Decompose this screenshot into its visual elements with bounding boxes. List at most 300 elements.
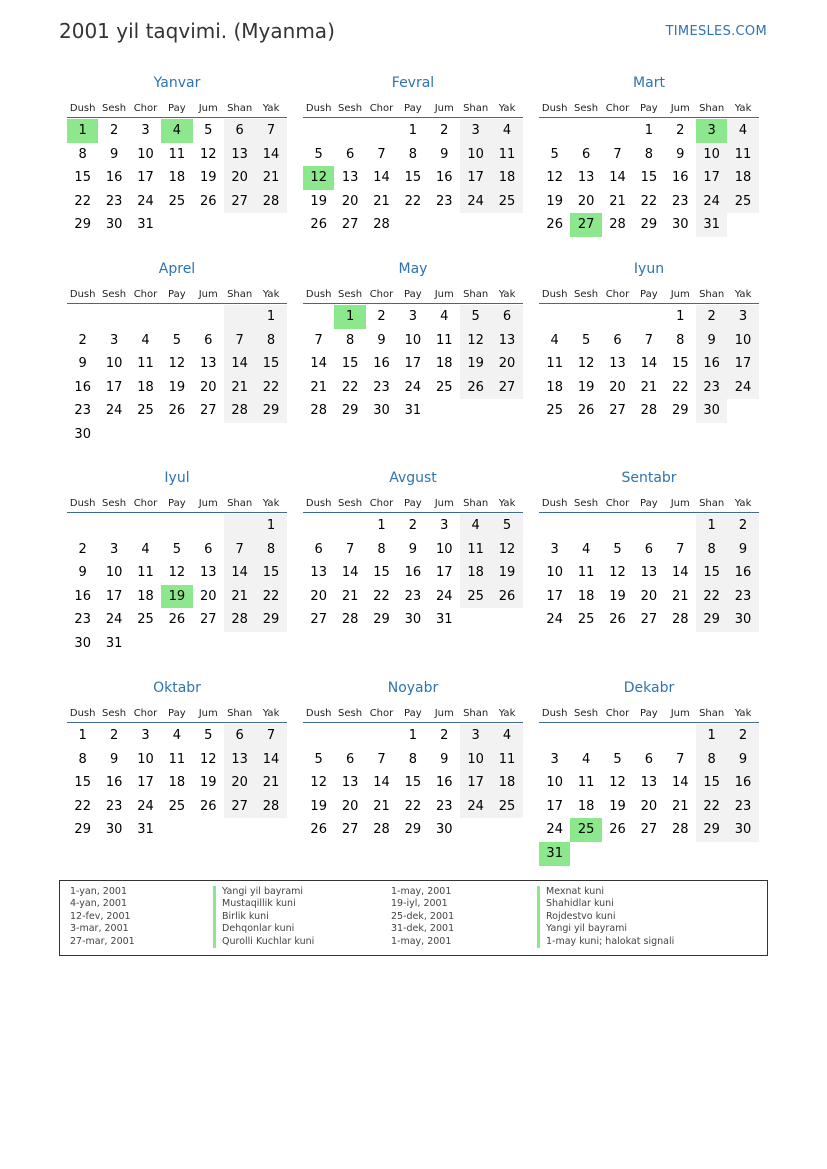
day-cell: 8 — [255, 329, 286, 353]
days-grid — [303, 119, 523, 237]
weekday-label: Jum — [670, 497, 690, 509]
legend-dates-right — [391, 886, 454, 948]
day-cell: 11 — [577, 565, 595, 581]
empty-day-cell — [161, 514, 192, 538]
legend-holiday-name: 1-may kuni; halokat signali — [537, 936, 674, 948]
day-cell: 9 — [109, 751, 119, 767]
day-cell: 31 — [105, 635, 123, 651]
day-cell: 4 — [141, 541, 150, 557]
weekday-label: Pay — [640, 102, 658, 114]
weekday-header — [303, 495, 523, 513]
day-cell: 19 — [310, 798, 327, 814]
month-name: Yanvar — [153, 75, 201, 91]
day-cell: 23 — [435, 798, 453, 814]
day-cell: 28 — [640, 403, 658, 419]
days-grid — [67, 514, 287, 656]
day-cell: 8 — [377, 541, 386, 557]
day-cell: 23 — [671, 193, 689, 209]
day-cell: 10 — [137, 751, 154, 767]
day-cell: 11 — [727, 143, 758, 167]
day-cell: 14 — [373, 170, 390, 186]
day-cell: 7 — [314, 332, 323, 348]
empty-day-cell — [67, 514, 98, 538]
weekday-label: Chor — [133, 102, 158, 114]
day-cell: 23 — [404, 588, 422, 604]
day-cell: 16 — [435, 775, 453, 791]
day-cell: 3 — [550, 751, 559, 767]
day-cell: 14 — [609, 170, 626, 186]
page-title: 2001 yil taqvimi. (Myanma) — [59, 19, 335, 43]
day-cell: 30 — [105, 217, 123, 233]
month-name: Avgust — [389, 470, 437, 486]
weekday-label: Pay — [168, 102, 186, 114]
day-cell: 15 — [404, 775, 422, 791]
weekday-label: Sesh — [102, 102, 127, 114]
weekday-label: Pay — [168, 497, 186, 509]
day-cell: 13 — [199, 565, 217, 581]
day-cell: 5 — [550, 146, 559, 162]
day-cell: 19 — [168, 379, 186, 395]
day-cell: 3 — [727, 305, 758, 329]
day-cell: 24 — [404, 379, 422, 395]
day-cell: 16 — [105, 170, 123, 186]
day-cell: 5 — [613, 541, 622, 557]
empty-day-cell — [67, 305, 98, 329]
empty-day-cell — [633, 305, 664, 329]
day-cell: 12 — [168, 565, 186, 581]
day-cell: 28 — [671, 822, 689, 838]
day-cell: 28 — [671, 612, 689, 628]
day-cell: 22 — [255, 376, 286, 400]
day-cell: 17 — [105, 379, 123, 395]
day-cell: 14 — [341, 565, 359, 581]
empty-day-cell — [633, 724, 664, 748]
day-cell: 3 — [141, 123, 150, 138]
day-cell: 7 — [224, 329, 255, 353]
day-cell: 28 — [255, 190, 286, 214]
empty-day-cell — [570, 514, 601, 538]
weekday-label: Dush — [305, 497, 332, 509]
holiday-legend — [59, 880, 768, 956]
weekday-label: Yak — [262, 707, 280, 719]
day-cell: 16 — [671, 170, 689, 186]
day-cell: 9 — [109, 146, 119, 162]
day-cell: 1 — [408, 123, 417, 138]
day-cell: 21 — [373, 193, 390, 209]
day-cell: 2 — [109, 728, 119, 743]
weekday-label: Pay — [404, 288, 422, 300]
day-cell: 26 — [460, 376, 491, 400]
day-cell: 20 — [341, 193, 359, 209]
empty-day-cell — [366, 119, 397, 143]
weekday-label: Yak — [734, 288, 752, 300]
day-cell: 6 — [644, 541, 653, 557]
day-cell: 7 — [255, 724, 286, 748]
weekday-label: Shan — [463, 707, 489, 719]
day-cell: 29 — [404, 822, 422, 838]
day-cell: 20 — [341, 798, 359, 814]
legend-names-left — [213, 886, 314, 948]
day-cell: 13 — [640, 775, 658, 791]
day-cell: 20 — [199, 379, 217, 395]
day-cell: 8 — [676, 332, 685, 348]
day-cell: 2 — [377, 309, 386, 324]
day-cell: 26 — [199, 193, 217, 209]
day-cell: 3 — [141, 728, 150, 743]
day-cell: 25 — [546, 403, 563, 419]
day-cell: 17 — [546, 588, 563, 604]
day-cell: 5 — [613, 751, 622, 767]
day-cell: 13 — [341, 775, 359, 791]
legend-holiday-name: Shahidlar kuni — [537, 898, 674, 910]
weekday-label: Shan — [227, 288, 253, 300]
day-cell: 16 — [404, 565, 422, 581]
day-cell: 17 — [137, 170, 154, 186]
day-cell: 7 — [224, 538, 255, 562]
weekday-label: Jum — [198, 707, 218, 719]
day-cell: 29 — [373, 612, 390, 628]
day-cell: 28 — [373, 822, 390, 838]
weekday-label: Sesh — [574, 102, 599, 114]
day-cell: 26 — [491, 585, 522, 609]
day-cell: 25 — [491, 795, 522, 819]
day-cell: 1 — [676, 309, 685, 324]
day-cell: 9 — [408, 541, 417, 557]
weekday-label: Shan — [227, 102, 253, 114]
empty-day-cell — [539, 119, 570, 143]
day-cell: 1 — [644, 123, 653, 138]
day-cell: 17 — [727, 352, 758, 376]
day-cell: 10 — [546, 565, 563, 581]
day-cell: 27 — [199, 403, 217, 419]
day-cell: 4 — [727, 119, 758, 143]
day-cell: 31 — [137, 217, 154, 233]
site-logo-link[interactable]: TIMESLES.COM — [665, 24, 767, 39]
day-cell: 7 — [377, 751, 386, 767]
day-cell: 11 — [546, 356, 563, 372]
legend-date: 27-mar, 2001 — [70, 935, 135, 947]
month-avgust — [303, 469, 523, 632]
day-cell: 5 — [581, 332, 591, 348]
day-cell: 19 — [609, 798, 626, 814]
day-cell: 21 — [224, 585, 255, 609]
weekday-label: Dush — [69, 707, 96, 719]
day-cell: 6 — [204, 332, 213, 348]
empty-day-cell — [366, 724, 397, 748]
empty-day-cell — [633, 514, 664, 538]
day-cell: 25 — [137, 612, 154, 628]
day-cell: 7 — [644, 332, 653, 348]
month-name: May — [398, 261, 428, 277]
day-cell: 31 — [137, 822, 154, 838]
empty-day-cell — [303, 305, 334, 329]
day-cell: 1 — [78, 728, 87, 743]
day-cell: 11 — [491, 143, 522, 167]
day-cell: 30 — [105, 822, 123, 838]
day-cell: 24 — [546, 612, 563, 628]
weekday-label: Pay — [168, 707, 186, 719]
day-cell: 22 — [74, 798, 91, 814]
day-cell: 10 — [460, 143, 491, 167]
weekday-label: Sesh — [574, 288, 599, 300]
legend-holiday-name: Rojdestvo kuni — [537, 911, 674, 923]
day-cell: 2 — [408, 518, 417, 533]
day-cell: 4 — [581, 751, 591, 767]
weekday-header — [67, 705, 287, 723]
day-cell: 23 — [435, 193, 453, 209]
day-cell: 19 — [199, 170, 217, 186]
day-cell: 8 — [408, 146, 417, 162]
day-cell: 26 — [168, 612, 186, 628]
month-iyun — [539, 260, 759, 423]
day-cell: 29 — [255, 608, 286, 632]
weekday-label: Yak — [262, 102, 280, 114]
day-cell: 5 — [204, 123, 213, 138]
day-cell: 1 — [408, 728, 417, 743]
weekday-label: Dush — [69, 497, 96, 509]
day-cell: 10 — [460, 748, 491, 772]
day-cell: 4 — [550, 332, 559, 348]
day-cell: 5 — [314, 146, 323, 162]
day-cell: 6 — [345, 751, 355, 767]
holiday-day-cell: 1 — [67, 119, 98, 143]
legend-date: 25-dek, 2001 — [391, 910, 455, 922]
day-cell: 22 — [373, 588, 390, 604]
empty-day-cell — [539, 724, 570, 748]
day-cell: 11 — [168, 751, 186, 767]
legend-holiday-name: Mexnat kuni — [537, 886, 674, 898]
day-cell: 16 — [727, 561, 758, 585]
day-cell: 24 — [696, 190, 727, 214]
day-cell: 29 — [696, 608, 727, 632]
day-cell: 23 — [727, 585, 758, 609]
day-cell: 24 — [137, 193, 154, 209]
day-cell: 21 — [609, 193, 626, 209]
day-cell: 7 — [377, 146, 386, 162]
days-grid — [539, 724, 759, 866]
day-cell: 8 — [408, 751, 417, 767]
days-grid — [539, 514, 759, 632]
day-cell: 26 — [577, 403, 595, 419]
empty-day-cell — [98, 514, 129, 538]
day-cell: 19 — [199, 775, 217, 791]
weekday-label: Yak — [498, 707, 516, 719]
empty-day-cell — [130, 514, 161, 538]
day-cell: 12 — [168, 356, 186, 372]
day-cell: 30 — [671, 217, 689, 233]
empty-day-cell — [224, 305, 255, 329]
day-cell: 13 — [491, 329, 522, 353]
day-cell: 6 — [204, 541, 213, 557]
month-dekabr — [539, 679, 759, 866]
day-cell: 20 — [224, 166, 255, 190]
day-cell: 1 — [377, 518, 386, 533]
day-cell: 21 — [255, 166, 286, 190]
weekday-label: Pay — [640, 288, 658, 300]
empty-day-cell — [602, 724, 633, 748]
legend-holiday-name: Birlik kuni — [213, 911, 314, 923]
day-cell: 11 — [491, 748, 522, 772]
day-cell: 11 — [168, 146, 186, 162]
day-cell: 27 — [224, 795, 255, 819]
day-cell: 25 — [168, 193, 186, 209]
day-cell: 29 — [671, 403, 689, 419]
weekday-header — [539, 495, 759, 513]
day-cell: 27 — [640, 822, 658, 838]
day-cell: 18 — [491, 166, 522, 190]
day-cell: 8 — [696, 748, 727, 772]
days-grid — [303, 724, 523, 842]
day-cell: 23 — [727, 795, 758, 819]
holiday-day-cell: 25 — [570, 818, 601, 842]
empty-day-cell — [161, 305, 192, 329]
holiday-day-cell: 4 — [161, 119, 192, 143]
empty-day-cell — [303, 514, 334, 538]
days-grid — [539, 305, 759, 423]
day-cell: 17 — [696, 166, 727, 190]
day-cell: 22 — [404, 193, 422, 209]
day-cell: 11 — [137, 356, 154, 372]
day-cell: 18 — [435, 356, 453, 372]
days-grid — [67, 305, 287, 447]
day-cell: 1 — [696, 514, 727, 538]
day-cell: 26 — [199, 798, 217, 814]
day-cell: 10 — [546, 775, 563, 791]
weekday-label: Chor — [605, 707, 630, 719]
weekday-header — [539, 100, 759, 118]
day-cell: 19 — [491, 561, 522, 585]
day-cell: 15 — [74, 170, 91, 186]
weekday-label: Dush — [541, 102, 568, 114]
day-cell: 20 — [640, 798, 658, 814]
month-noyabr — [303, 679, 523, 842]
weekday-label: Jum — [198, 497, 218, 509]
weekday-header — [303, 705, 523, 723]
weekday-header — [67, 100, 287, 118]
day-cell: 26 — [168, 403, 186, 419]
day-cell: 11 — [577, 775, 595, 791]
day-cell: 25 — [491, 190, 522, 214]
weekday-label: Jum — [434, 288, 454, 300]
weekday-label: Shan — [699, 288, 725, 300]
day-cell: 18 — [577, 798, 595, 814]
day-cell: 7 — [345, 541, 355, 557]
legend-date: 1-may, 2001 — [391, 886, 452, 897]
legend-date: 31-dek, 2001 — [391, 923, 455, 935]
day-cell: 28 — [609, 217, 626, 233]
weekday-label: Sesh — [102, 288, 127, 300]
day-cell: 24 — [460, 795, 491, 819]
day-cell: 8 — [696, 538, 727, 562]
day-cell: 21 — [224, 376, 255, 400]
month-fevral — [303, 74, 523, 237]
days-grid — [67, 724, 287, 842]
day-cell: 7 — [255, 119, 286, 143]
day-cell: 17 — [460, 166, 491, 190]
weekday-label: Jum — [434, 102, 454, 114]
month-name: Fevral — [391, 75, 435, 91]
month-name: Dekabr — [623, 680, 675, 696]
day-cell: 15 — [404, 170, 422, 186]
legend-holiday-name: Dehqonlar kuni — [213, 923, 314, 935]
legend-holiday-name: Mustaqillik kuni — [213, 898, 314, 910]
weekday-label: Chor — [369, 707, 394, 719]
day-cell: 28 — [310, 403, 327, 419]
day-cell: 19 — [577, 379, 595, 395]
day-cell: 5 — [460, 305, 491, 329]
day-cell: 9 — [727, 538, 758, 562]
day-cell: 2 — [440, 728, 449, 743]
weekday-label: Pay — [640, 497, 658, 509]
day-cell: 3 — [550, 541, 559, 557]
month-name: Aprel — [158, 261, 196, 277]
weekday-label: Chor — [605, 497, 630, 509]
day-cell: 30 — [727, 818, 758, 842]
day-cell: 12 — [609, 565, 626, 581]
weekday-label: Jum — [434, 707, 454, 719]
weekday-label: Jum — [670, 102, 690, 114]
empty-day-cell — [224, 514, 255, 538]
day-cell: 9 — [440, 751, 449, 767]
day-cell: 14 — [255, 143, 286, 167]
empty-day-cell — [602, 305, 633, 329]
day-cell: 18 — [546, 379, 563, 395]
weekday-label: Chor — [605, 102, 630, 114]
day-cell: 14 — [373, 775, 390, 791]
weekday-label: Pay — [404, 497, 422, 509]
day-cell: 2 — [727, 724, 758, 748]
day-cell: 13 — [224, 748, 255, 772]
empty-day-cell — [334, 724, 365, 748]
day-cell: 7 — [676, 541, 685, 557]
day-cell: 26 — [310, 217, 327, 233]
empty-day-cell — [334, 119, 365, 143]
empty-day-cell — [570, 724, 601, 748]
day-cell: 25 — [168, 798, 186, 814]
legend-date: 1-may, 2001 — [391, 935, 452, 947]
day-cell: 28 — [224, 399, 255, 423]
day-cell: 10 — [696, 143, 727, 167]
day-cell: 20 — [577, 193, 595, 209]
day-cell: 18 — [491, 771, 522, 795]
day-cell: 10 — [137, 146, 154, 162]
day-cell: 8 — [345, 332, 355, 348]
day-cell: 12 — [577, 356, 595, 372]
day-cell: 16 — [727, 771, 758, 795]
day-cell: 8 — [644, 146, 653, 162]
day-cell: 3 — [460, 119, 491, 143]
legend-date: 3-mar, 2001 — [70, 923, 129, 935]
day-cell: 29 — [255, 399, 286, 423]
day-cell: 6 — [224, 724, 255, 748]
weekday-label: Pay — [640, 707, 658, 719]
day-cell: 4 — [581, 541, 591, 557]
day-cell: 4 — [141, 332, 150, 348]
day-cell: 8 — [78, 146, 87, 162]
day-cell: 23 — [373, 379, 390, 395]
weekday-label: Yak — [498, 497, 516, 509]
weekday-label: Sesh — [102, 707, 127, 719]
day-cell: 13 — [224, 143, 255, 167]
weekday-label: Shan — [227, 707, 253, 719]
day-cell: 31 — [404, 403, 422, 419]
days-grid — [539, 119, 759, 237]
month-name: Sentabr — [621, 470, 677, 486]
day-cell: 8 — [255, 538, 286, 562]
day-cell: 25 — [137, 403, 154, 419]
day-cell: 1 — [255, 514, 286, 538]
month-name: Oktabr — [153, 680, 201, 696]
